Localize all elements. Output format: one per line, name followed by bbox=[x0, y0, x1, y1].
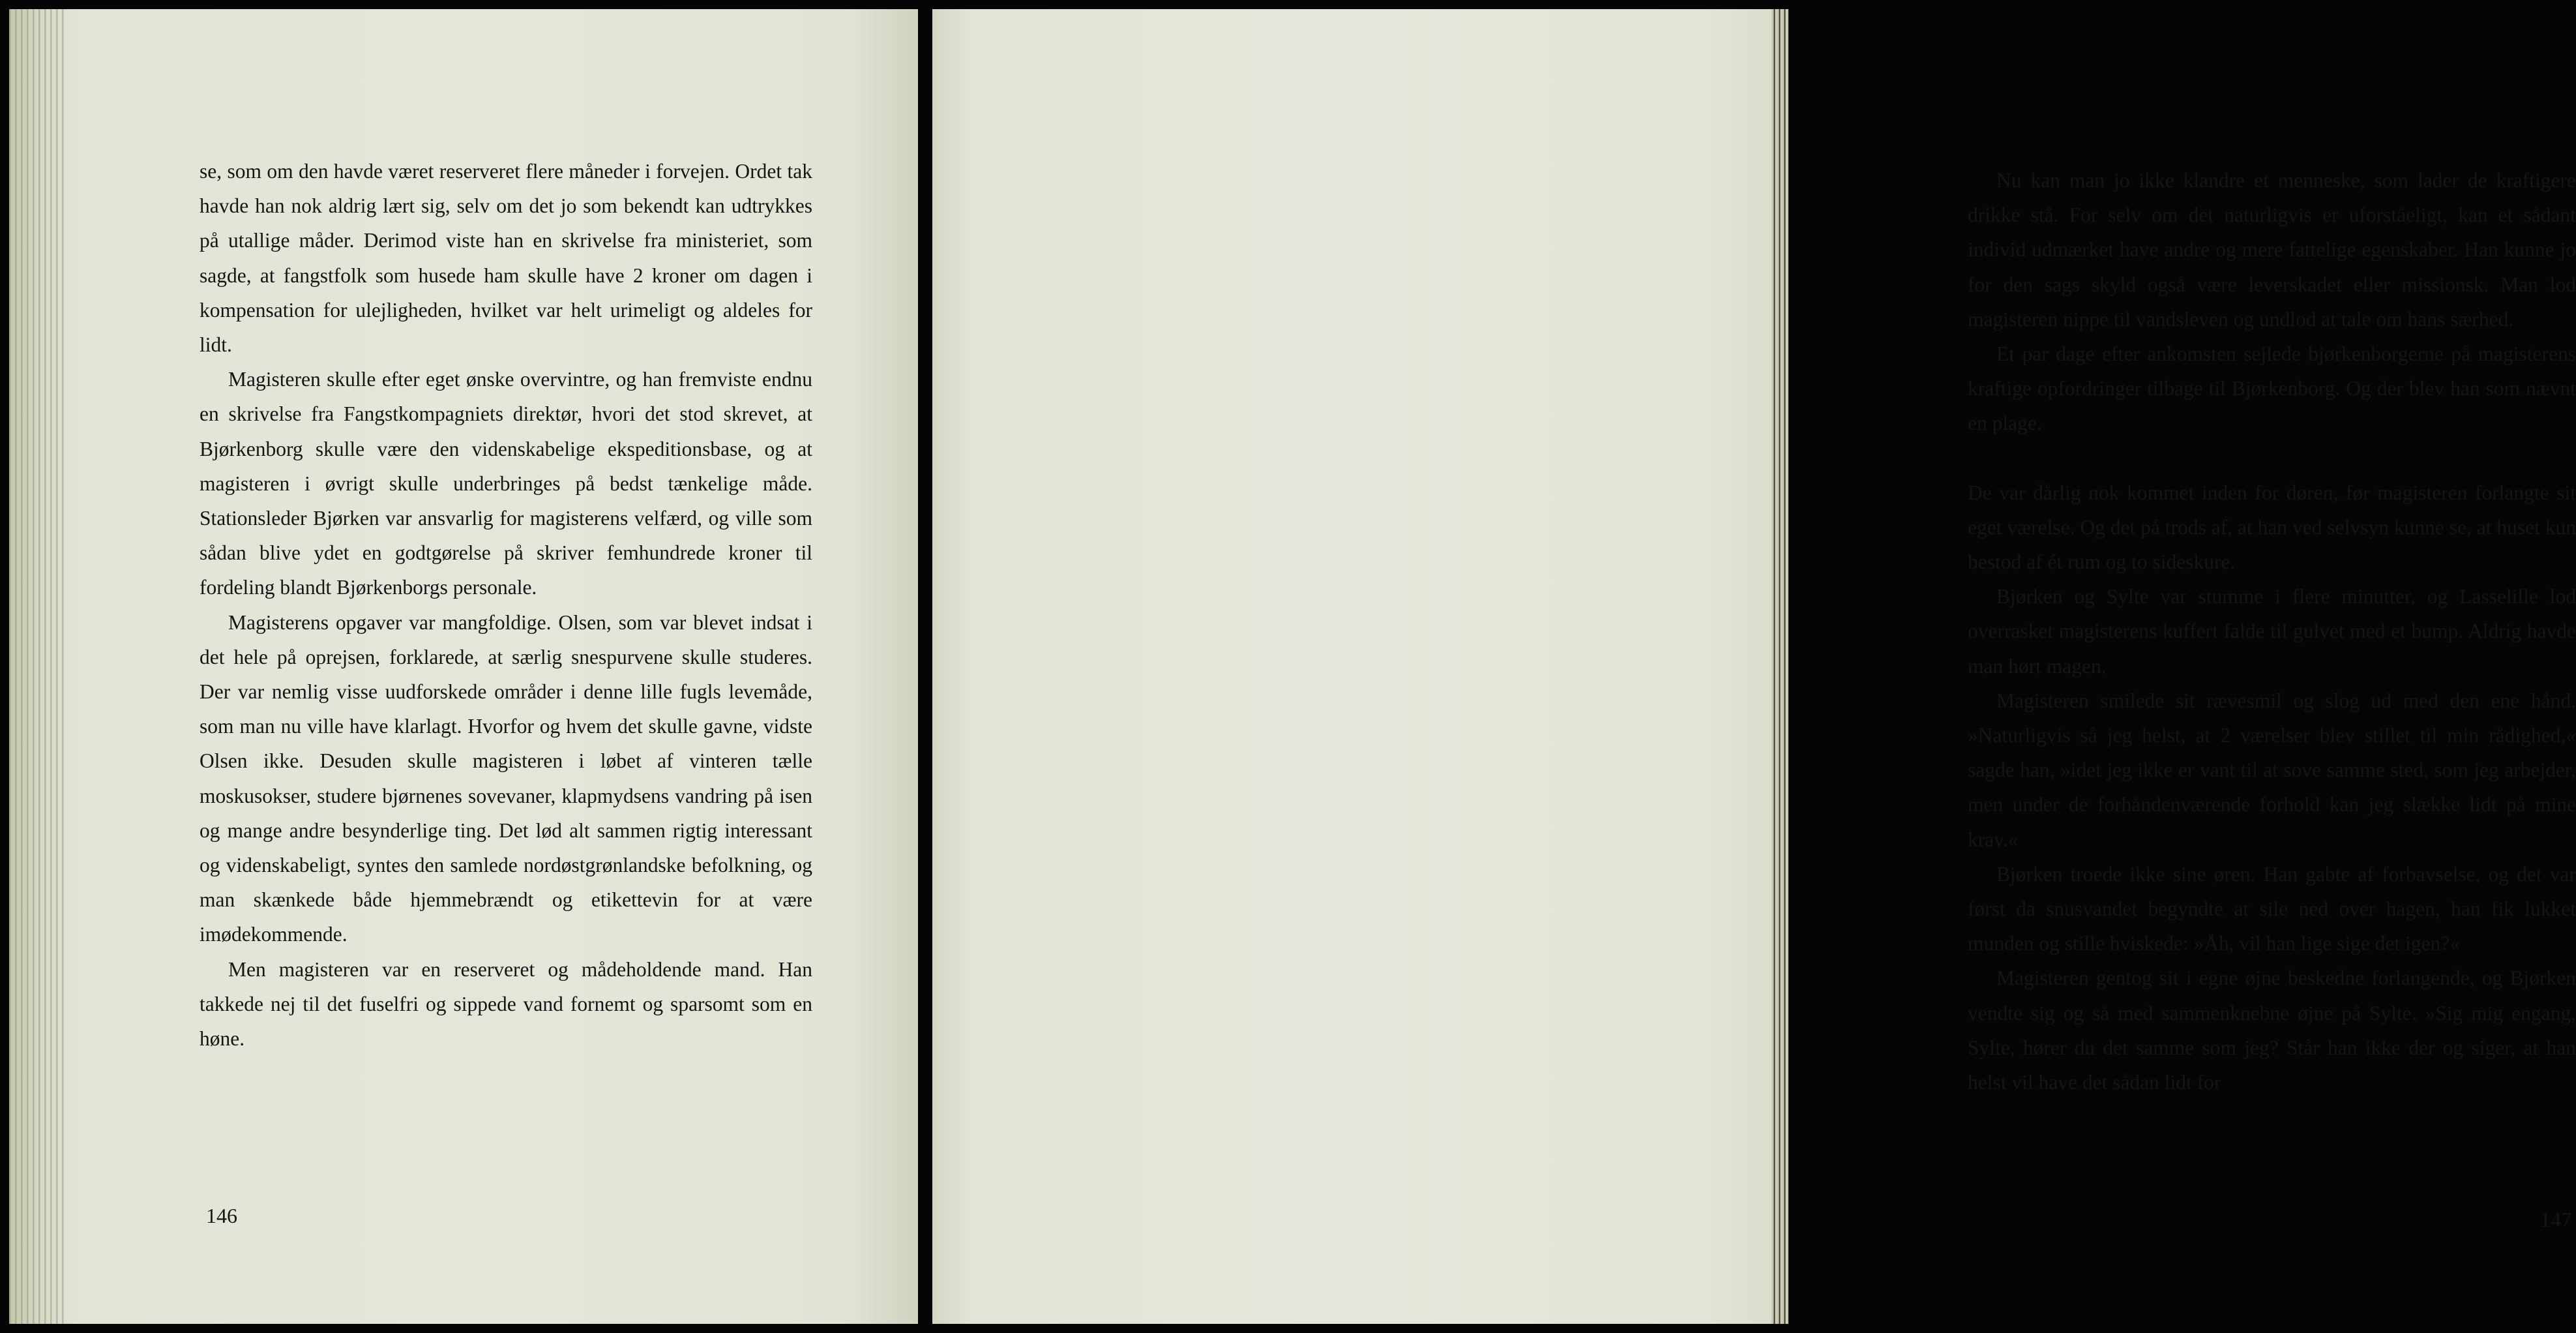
paragraph: Men magisteren var en reserveret og mådeholdende mand. Han takkede nej til det fuselfri og sippede vand fornemt og sparsomt som en høne. bbox=[200, 957, 812, 1051]
right-page bbox=[932, 9, 2576, 1324]
page-edges bbox=[1771, 9, 1788, 1324]
paragraph: Magisterens opgaver var mangfoldige. Olsen, som var blevet indsat i det hele på oprejsen, forklarede, at særlig snespurvene skulle studeres. Der var nemlig visse uudforskede områder i denne lille fugls levemåde, som man nu ville have klarlagt. Hvorfor og hvem det skulle gavne, vidste Olsen ikke. Desuden skulle magisteren i løbet af vinteren tælle moskusokser, studere bjørnenes sovevaner, klapmydsens vandring på isen og mange andre besynderlige ting. Det lød alt sammen rigtig interessant og videnskabeligt, syntes den samlede nordøstgrønlandske befolkning, og man skænkede både hjemmebrændt og etikettevin for at være imødekommende. bbox=[200, 610, 812, 946]
paragraph: Et par dage efter ankomsten sejlede bjørkenborgerne på magisterens kraftige opfordringer tilbage til Bjørkenborg. Og der blev han som nævnt en plage. bbox=[1968, 342, 2576, 435]
paragraph: Magisteren skulle efter eget ønske overvintre, og han fremviste endnu en skrivelse fra Fangstkompagniets direktør, hvori det stod skrevet, at Bjørkenborg skulle være den videnskabelige ekspeditionsbase, og at magisteren i øvrigt skulle underbringes på bedst tænkelige måde. Stationsleder Bjørken var ansvarlig for magisterens velfærd, og ville som sådan blive ydet en godtgørelse på skriver femhundrede kroner til fordeling blandt Bjørkenborgs personale. bbox=[200, 368, 812, 599]
paragraph: Nu kan man jo ikke klandre et menneske, som lader de kraftigere drikke stå. For selv om det naturligvis er uforståeligt, kan et sådant individ udmærket have andre og mere fattelige egenskaber. Han kunne jo for den sags skyld også være leverskadet eller missionsk. Man lod magisteren nippe til vandsleven og undlod at tale om hans særhed. bbox=[1968, 169, 2576, 331]
page-number: 147 bbox=[2540, 1208, 2571, 1231]
paragraph: Magisteren smilede sit rævesmil og slog ud med den ene hånd. »Naturligvis så jeg helst, at 2 værelser blev stillet til min rådighed,« sagde han, »idet jeg ikke er vant til at sove samme sted, som jeg arbejder, men under de forhåndenværende forhold kan jeg slække lidt på mine krav.« bbox=[1968, 689, 2576, 851]
left-page-body bbox=[200, 154, 812, 1056]
paragraph: Bjørken og Sylte var stumme i flere minutter, og Lasselille lod overrasket magisterens kuffert falde til gulvet med et bump. Aldrig havde man hørt magen. bbox=[1968, 585, 2576, 678]
paragraph: De var dårlig nok kommet inden for døren, før magisteren forlangte sit eget værelse. Og det på trods af, at han ved selvsyn kunne se, at huset kun bestod af ét rum og to sideskure. bbox=[1968, 481, 2576, 574]
right-page-body bbox=[1968, 163, 2576, 1100]
left-page bbox=[9, 9, 918, 1324]
paragraph: Magisteren gentog sit i egne øjne beskedne forlangende, og Bjørken vendte sig og så med sammenknebne øjne på Sylte. »Sig mig engang, Sylte, hører du det samme som jeg? Står han ikke der og siger, at han helst vil have det sådan lidt for bbox=[1968, 966, 2576, 1094]
paragraph: Bjørken troede ikke sine øren. Han gabte af forbavselse, og det var først da snusvandet begyndte at sile ned over hagen, han fik lukket munden og stille hviskede: »Åh, vil han lige sige det igen?« bbox=[1968, 862, 2576, 955]
page-number: 146 bbox=[206, 1204, 237, 1227]
paragraph: se, som om den havde været reserveret flere måneder i forvejen. Ordet tak havde han nok aldrig lært sig, selv om det jo som bekendt kan udtrykkes på utallige måder. Derimod viste han en skrivelse fra ministeriet, som sagde, at fangstfolk som husede ham skulle have 2 kroner om dagen i kompensation for ulejligheden, hvilket var helt urimeligt og aldeles for lidt. bbox=[200, 160, 812, 357]
